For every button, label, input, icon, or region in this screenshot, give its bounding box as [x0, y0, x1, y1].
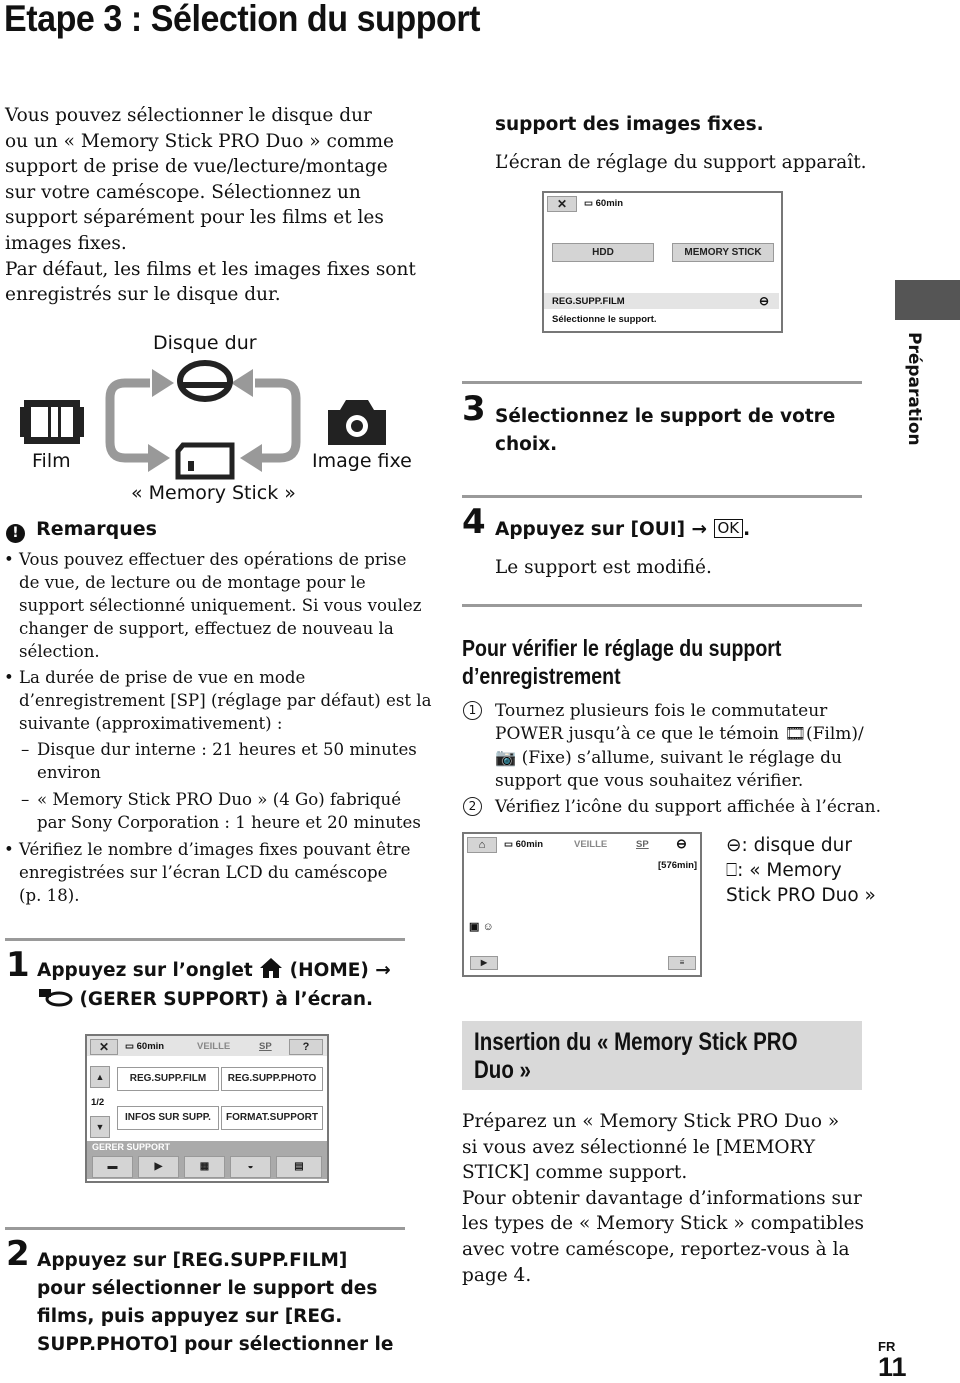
play-tab[interactable]: ▶	[138, 1156, 179, 1178]
memory-stick-label: « Memory Stick »	[131, 482, 296, 504]
intro-line: support séparément pour les films et les	[5, 207, 384, 229]
edit-tab[interactable]: ▦	[184, 1156, 225, 1178]
home-icon	[259, 957, 283, 988]
remaining-time: [576min]	[658, 860, 698, 871]
note-subitem: – « Memory Stick PRO Duo » (4 Go) fabriqué par Sony Corporation : 1 heure et 20 minutes	[21, 790, 421, 832]
current-setting-label: REG.SUPP.FILM	[552, 296, 625, 307]
divider	[462, 604, 862, 607]
close-button[interactable]: ✕	[90, 1039, 118, 1055]
film-label: Film	[32, 450, 71, 472]
memory-stick-button[interactable]: MEMORY STICK	[672, 243, 774, 262]
step4-result: Le support est modifié.	[495, 557, 712, 578]
step-number: 3	[462, 389, 486, 429]
reg-supp-film-button[interactable]: REG.SUPP.FILM	[117, 1067, 219, 1091]
battery-time: ▭ 60min	[125, 1041, 165, 1052]
media-diagram	[0, 355, 420, 480]
status-text: VEILLE	[574, 839, 608, 850]
hdd-legend-icon: ⊖	[726, 835, 742, 856]
warning-icon: !	[6, 524, 25, 543]
divider	[5, 1227, 405, 1230]
intro-line: enregistrés sur le disque dur.	[5, 284, 281, 306]
hdd-button[interactable]: HDD	[552, 243, 654, 262]
step-circle: 1	[463, 701, 482, 720]
step1-text: Appuyez sur l’onglet (HOME) →	[37, 957, 391, 988]
arrow-from-right-icon	[231, 369, 253, 397]
film-icon	[20, 400, 84, 444]
camera-tab[interactable]: ▬	[92, 1156, 133, 1178]
connector-left	[110, 383, 150, 458]
step2-text: Appuyez sur [REG.SUPP.FILM] pour sélectionner le support des films, puis appuyez sur [REG. SUPP.PHOTO] pour sélectionner le	[37, 1250, 394, 1355]
rec-mode: SP	[636, 839, 649, 850]
arrow-to-hdd-icon	[152, 369, 174, 397]
footer-label: GERER SUPPORT	[92, 1142, 171, 1152]
rec-mode: SP	[259, 1041, 272, 1052]
step-number: 4	[462, 502, 486, 542]
intro-paragraph	[5, 103, 416, 308]
face-detect-icon: ▣ ☺	[469, 921, 494, 933]
section-label: Préparation	[904, 332, 924, 446]
notes-heading: ! Remarques	[6, 518, 157, 543]
arrow-icon: →	[375, 960, 391, 981]
media-info-button[interactable]: INFOS SUR SUPP.	[117, 1106, 219, 1130]
verify-step2: 2 Vérifiez l’icône du support affichée à l’écran.	[463, 796, 881, 819]
verify-heading: Pour vérifier le réglage du support d’enregistrement	[462, 635, 782, 689]
section-tab	[895, 280, 960, 320]
lcd-screen-home	[85, 1034, 329, 1183]
step3-text: Sélectionnez le support de votre choix.	[495, 406, 836, 455]
camera-indicator-icon: 📷	[495, 747, 517, 768]
page-title: Etape 3 : Sélection du support	[4, 0, 481, 39]
intro-line: ou un « Memory Stick PRO Duo » comme	[5, 130, 394, 152]
home-button[interactable]: ⌂	[467, 837, 497, 853]
instruction-text: Sélectionne le support.	[552, 314, 657, 325]
page-indicator: 1/2	[91, 1097, 105, 1108]
step-number: 1	[6, 945, 30, 985]
arrow-icon: →	[691, 519, 708, 540]
intro-line: Vous pouvez sélectionner le disque dur	[5, 105, 372, 126]
note-item: • Vous pouvez effectuer des opérations de prise de vue, de lecture ou de montage pour le support sélectionné uniquement. Si vous voulez changer de support, effectuez de nouveau la sélection.	[4, 550, 422, 661]
intro-line: images fixes.	[5, 232, 127, 254]
intro-line: Par défaut, les films et les images fixes sont	[5, 258, 416, 280]
memory-stick-legend-icon: ⎕	[726, 860, 738, 881]
hdd-small-icon: ⊖	[759, 294, 770, 308]
step2-result: L’écran de réglage du support apparaît.	[495, 152, 867, 173]
hdd-media-icon: ⊖	[676, 836, 687, 851]
scroll-up-button[interactable]: ▲	[90, 1066, 110, 1088]
option-button[interactable]: ≡	[668, 956, 696, 970]
arrow-from-right-bottom-icon	[240, 444, 262, 472]
intro-line: sur votre caméscope. Sélectionnez un	[5, 181, 361, 203]
step2-continued: support des images fixes.	[495, 114, 764, 135]
page-number: 11	[878, 1352, 907, 1382]
divider	[462, 495, 862, 498]
lcd-screen-media-select	[542, 191, 783, 333]
manage-media-icon	[37, 987, 73, 1016]
step1-text-line2: (GERER SUPPORT) à l’écran.	[37, 986, 373, 1016]
manage-media-tab[interactable]: ◒	[230, 1156, 271, 1178]
notes-list	[0, 548, 432, 907]
format-media-button[interactable]: FORMAT.SUPPORT	[221, 1106, 323, 1130]
help-button[interactable]: ?	[289, 1039, 323, 1055]
memory-stick-icon	[178, 445, 232, 477]
note-subitem: – Disque dur interne : 21 heures et 50 minutes environ	[21, 740, 417, 782]
divider	[462, 381, 862, 384]
step-number: 2	[6, 1234, 30, 1274]
step-circle: 2	[463, 797, 482, 816]
language-code: FR	[878, 1339, 896, 1354]
arrow-to-ms-icon	[148, 444, 170, 472]
divider	[5, 938, 405, 941]
film-indicator-icon: 🎞	[784, 724, 806, 745]
hdd-label: Disque dur	[153, 332, 257, 354]
scroll-down-button[interactable]: ▼	[90, 1116, 110, 1138]
note-item: • Vérifiez le nombre d’images fixes pouvant être enregistrées sur l’écran LCD du caméscope (p. 18).	[4, 840, 411, 905]
battery-time: ▭ 60min	[504, 839, 544, 850]
lcd-screen-standby	[462, 832, 702, 977]
note-item: • La durée de prise de vue en mode d’enregistrement [SP] (réglage par défaut) est la suivante (approximativement) :	[4, 668, 432, 733]
status-text: VEILLE	[197, 1041, 231, 1052]
media-legend: ⊖: disque dur ⎕: « Memory Stick PRO Duo »	[726, 835, 876, 906]
close-button[interactable]: ✕	[547, 196, 577, 212]
step4-text: Appuyez sur [OUI] → OK .	[495, 519, 751, 540]
reg-supp-photo-button[interactable]: REG.SUPP.PHOTO	[221, 1067, 323, 1091]
settings-tab[interactable]: ▤	[276, 1156, 322, 1178]
camera-icon	[328, 400, 386, 445]
hdd-icon	[180, 363, 230, 399]
photo-label: Image fixe	[312, 450, 412, 472]
insertion-heading: Insertion du « Memory Stick PRO Duo »	[474, 1028, 798, 1084]
verify-step1: 1 Tournez plusieurs fois le commutateur POWER jusqu’à ce que le témoin 🎞(Film)/ 📷 (Fixe) s’allume, suivant le réglage du support que vous souhaitez vérifier.	[463, 700, 864, 793]
ok-button-icon: OK	[714, 519, 744, 538]
play-button[interactable]: ▶	[470, 956, 498, 970]
intro-line: support de prise de vue/lecture/montage	[5, 156, 388, 178]
battery-time: ▭ 60min	[584, 198, 624, 209]
insertion-paragraph: Préparez un « Memory Stick PRO Duo » si vous avez sélectionné le [MEMORY STICK] comme support. Pour obtenir davantage d’informations sur les types de « Memory Stick » compatibles avec votre caméscope, reportez-vous à la page 4.	[462, 1111, 865, 1286]
